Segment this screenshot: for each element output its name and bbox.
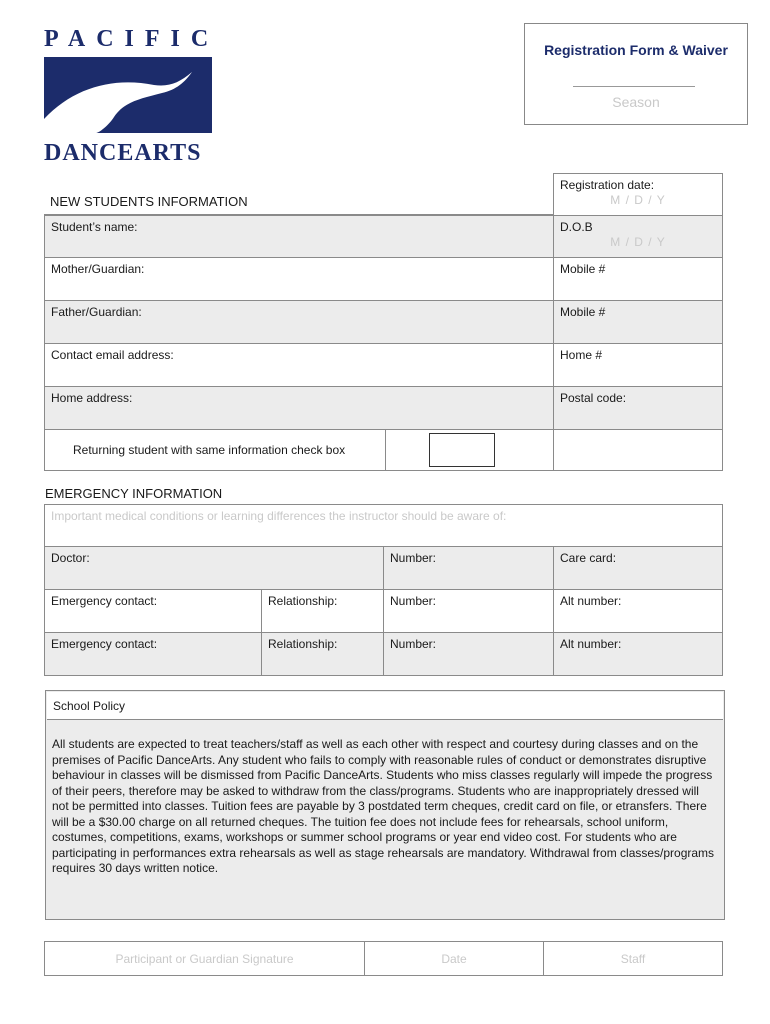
staff-signature-label: Staff [620,952,646,966]
logo-top-text: PACIFIC [44,26,220,52]
father-guardian-label: Father/Guardian: [51,305,142,319]
student-name-field[interactable] [44,215,554,258]
contact-2-alt-number-label: Alt number: [560,637,622,651]
participant-signature-field[interactable] [44,941,365,976]
doctor-number-label: Number: [390,551,437,565]
home-phone-field[interactable] [553,343,723,387]
medical-conditions-field[interactable] [44,504,723,547]
date-signature-field[interactable] [364,941,544,976]
contact-1-number-field[interactable] [383,589,554,633]
logo-bottom-text: DANCEARTS [44,140,202,166]
new-students-heading: NEW STUDENTS INFORMATION [50,194,248,209]
season-underline [573,86,695,87]
date-signature-label: Date [441,952,467,966]
care-card-field[interactable] [553,546,723,590]
emergency-contact-2-field[interactable] [44,632,262,676]
home-address-field[interactable] [44,386,554,430]
doctor-label: Doctor: [51,551,90,565]
medical-conditions-placeholder: Important medical conditions or learning differences the instructor should be aware of: [51,509,507,523]
contact-2-number-field[interactable] [383,632,554,676]
logo-graphic [44,57,212,133]
participant-signature-label: Participant or Guardian Signature [115,952,294,966]
student-name-label: Student’s name: [51,220,138,234]
father-guardian-field[interactable] [44,300,554,344]
dob-field[interactable] [553,215,723,258]
emergency-heading: EMERGENCY INFORMATION [45,486,223,501]
staff-signature-field[interactable] [543,941,723,976]
contact-2-number-label: Number: [390,637,437,651]
contact-1-alt-number-field[interactable] [553,589,723,633]
school-policy-title: School Policy [47,692,723,720]
postal-code-field[interactable] [553,386,723,430]
contact-1-alt-number-label: Alt number: [560,594,622,608]
contact-1-number-label: Number: [390,594,437,608]
email-field[interactable] [44,343,554,387]
registration-date-hint: M / D / Y [610,193,666,207]
postal-code-label: Postal code: [560,391,627,405]
mother-guardian-label: Mother/Guardian: [51,262,145,276]
care-card-label: Care card: [560,551,617,565]
home-phone-label: Home # [560,348,603,362]
doctor-field[interactable] [44,546,384,590]
father-mobile-label: Mobile # [560,305,606,319]
registration-header-box [524,23,748,125]
registration-date-field[interactable] [553,173,723,216]
relationship-2-label: Relationship: [268,637,338,651]
emergency-contact-1-field[interactable] [44,589,262,633]
doctor-number-field[interactable] [383,546,554,590]
home-address-label: Home address: [51,391,133,405]
relationship-1-field[interactable] [261,589,384,633]
relationship-1-label: Relationship: [268,594,338,608]
mother-mobile-label: Mobile # [560,262,606,276]
returning-student-checkbox[interactable] [429,433,495,467]
mother-mobile-field[interactable] [553,257,723,301]
emergency-contact-2-label: Emergency contact: [51,637,158,651]
dancer-wave-icon [44,57,212,133]
emergency-contact-1-label: Emergency contact: [51,594,158,608]
returning-student-label: Returning student with same information check box [73,443,346,457]
returning-student-row [44,429,386,471]
school-policy-text: All students are expected to treat teachers/staff as well as each other with respect and courtesy during classes and on the premises of Pacific DanceArts. Any student who fails to comply with reasonable rules of conduct or demonstrates disruptive behaviour in classes will be dismissed from Pacific DanceArts. Students who miss classes regularly will impede the progress of their peers, therefore may be asked to withdraw from the class/programs. Students who are inappropriately dressed will not be permitted into classes. Tuition fees are payable by 3 postdated term cheques, credit card on file, or etransfers. There will be a $30.00 charge on all returned cheques. The tuition fee does not include fees for rehearsals, school uniform, costumes, competitions, exams, workshops or summer school programs or year end video cost. For students who are participating in performances extra rehearsals as well as stage rehearsals are mandatory. Withdrawal from classes/programs requires 30 days written notice. [52,737,715,875]
form-title: Registration Form & Waiver [544,42,728,58]
mother-guardian-field[interactable] [44,257,554,301]
father-mobile-field[interactable] [553,300,723,344]
email-label: Contact email address: [51,348,174,362]
registration-date-label: Registration date: [560,178,655,192]
returning-blank-cell [553,429,723,471]
dob-hint: M / D / Y [610,235,666,249]
relationship-2-field[interactable] [261,632,384,676]
school-policy-box [45,690,725,920]
dob-label: D.O.B [560,220,593,234]
contact-2-alt-number-field[interactable] [553,632,723,676]
season-field[interactable]: Season [612,94,660,110]
